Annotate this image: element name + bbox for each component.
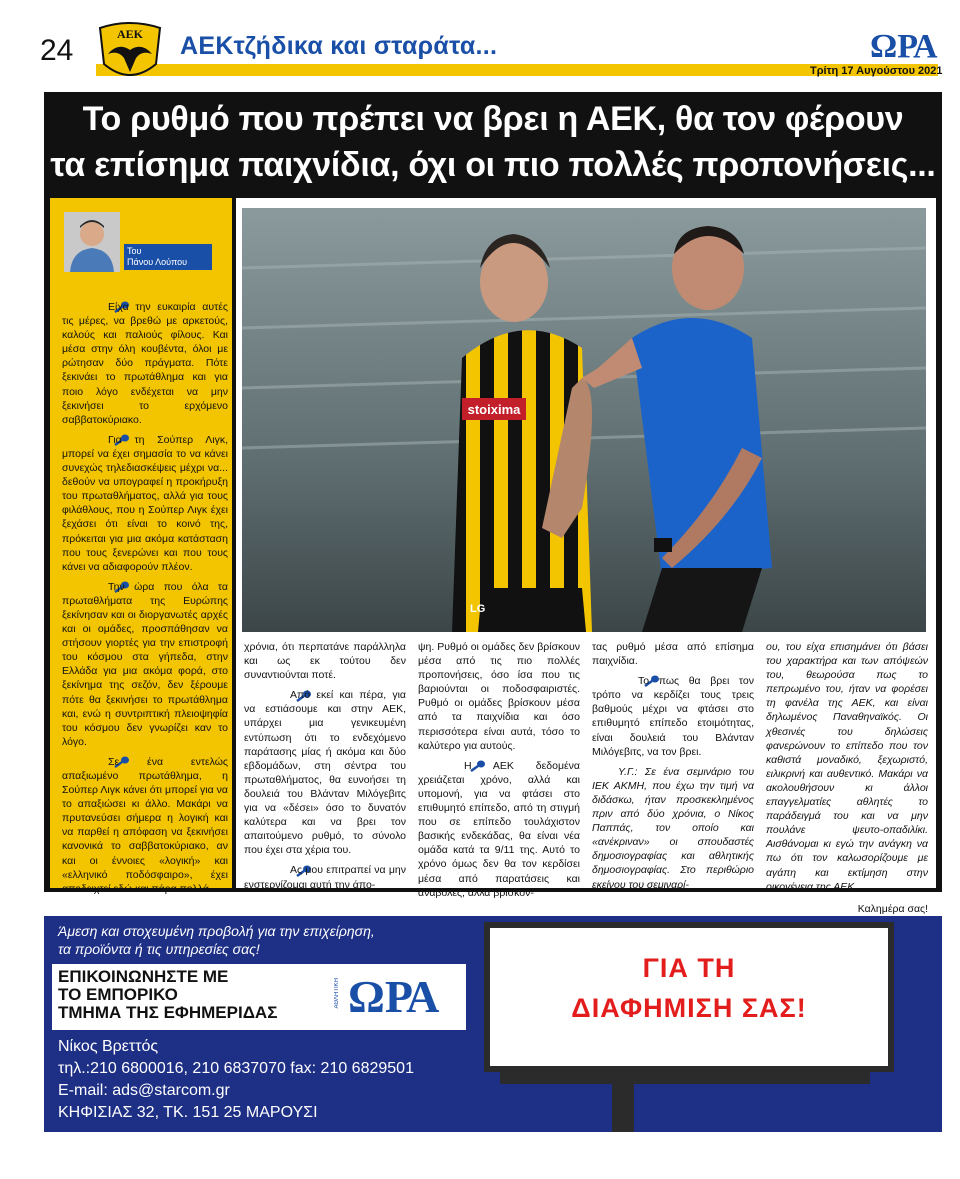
ad-details <box>58 1036 414 1124</box>
jersey-sponsor: stoixima <box>467 402 521 417</box>
aek-logo <box>96 20 164 84</box>
billboard-rail <box>500 1066 870 1084</box>
author-photo <box>64 212 120 272</box>
paragraph: Ας μου επιτραπεί να μην ενστερνίζομαι αυτή την άπο- <box>244 864 406 891</box>
ad-contact-name: Νίκος Βρεττός <box>58 1038 159 1055</box>
paragraph: Είχα την ευκαιρία αυτές τις μέρες, να βρεθώ με αρκετούς, καλούς και παλιούς φίλους. Και μέσα στην όλη κουβέντα, όλοι με ρώτησαν δύο πράγματα. Πότε ξεκινάει το πρωτάθλημα και για ποιο λόγο ενδέχεται να μην ξεκινήσει το ερχόμενο σαββατοκύριακο. <box>62 301 228 426</box>
microphone-icon <box>444 760 460 772</box>
microphone-icon <box>270 690 286 702</box>
billboard-post <box>612 1084 634 1132</box>
ad-phone: τηλ.:210 6800016, 210 6837070 fax: 210 6829501 <box>58 1060 414 1077</box>
article-photo <box>242 208 926 632</box>
text-column-5 <box>766 640 928 922</box>
page-number: 24 <box>40 34 74 67</box>
text-column-1 <box>62 300 228 902</box>
microphone-icon <box>270 865 286 877</box>
billboard-line-2: ΔΙΑΦΗΜΙΣΗ ΣΑΣ! <box>571 993 807 1023</box>
newspaper-brand: ΩΡΑ <box>870 28 938 65</box>
paragraph: Σε ένα εντελώς απαξιωμένο πρωτάθλημα, η Σούπερ Λιγκ κάνει ότι μπορεί για να το απαξιώσει κι άλλο. Μακάρι να πρυτανεύσει σήμερα η λογική και να παρθεί η απόφαση να ξεκινήσει κανονικά το σαββατοκύριακο, αν και οι έννοιες «λογική» και «ελληνικό ποδόσφαιρο», έχει αποδειχτεί εδώ και πάρα πολλά <box>62 755 228 895</box>
shorts-badge: LG <box>470 603 486 615</box>
microphone-icon <box>88 581 104 593</box>
ad-contact-text <box>58 968 277 1022</box>
paragraph: ψη. Ρυθμό οι ομάδες δεν βρίσκουν μέσα από τις πιο πολλές προπονήσεις, όσο ίσα που τις βαριούνται οι ποδοσφαιριστές. Ρυθμό οι ομάδες βρίσκουν μέσα από τα παιχνίδια και όσο περισσότερα είναι αυτά, τόσο το καλύτερο για αυτούς. <box>418 641 580 752</box>
billboard-line-1: ΓΙΑ ΤΗ <box>642 953 736 983</box>
ad-contact-line-2: ΤΟ ΕΜΠΟΡΙΚΟ <box>58 985 178 1004</box>
byline-name: Πάνου Λούπου <box>127 257 188 267</box>
billboard-message <box>490 948 888 1028</box>
microphone-icon <box>88 756 104 768</box>
text-column-2 <box>244 640 406 898</box>
text-column-3 <box>418 640 580 906</box>
sign-off: Καλημέρα σας! <box>857 902 928 915</box>
article-headline <box>44 96 942 188</box>
microphone-icon <box>88 301 104 313</box>
paragraph: Η ΑΕΚ δεδομένα χρειάζεται χρόνο, αλλά και υπομονή, για να φτάσει στο επιθυμητό επίπεδο, από τη στιγμή που σε επίπεδο τουλάχιστον βασικής ενδεκάδας, θα είναι νέα ομάδα κατά τα 9/11 της. Αυτό το χρόνο όμως δεν θα τον κερδίσει μέσα από παρατάσεις και αναβολές, αλλά βρίσκον- <box>418 759 580 899</box>
ad-contact-line-3: ΤΜΗΜΑ ΤΗΣ ΕΦΗΜΕΡΙΔΑΣ <box>58 1003 278 1022</box>
headline-line-2: τα επίσημα παιχνίδια, όχι οι πιο πολλές προπονήσεις... <box>50 146 936 184</box>
paragraph-postscript: Υ.Γ.: Σε ένα σεμινάριο του ΙΕΚ ΑΚΜΗ, που έχω την τιμή να διδάσκω, ήταν προσκεκλημένος πριν από δύο χρόνια, ο Νίκος Παππάς, τον οποίο και «ανέκριναν» οι σπουδαστές δημοσιογραφίας και αθλητικής δημοσιογραφίας. Στο περιθώριο εκείνου του σεμιναρί- <box>592 765 754 891</box>
paragraph: τας ρυθμό μέσα από επίσημα παιχνίδια. <box>592 641 754 668</box>
section-title: ΑΕΚτζήδικα και σταράτα... <box>180 32 498 60</box>
text-column-4 <box>592 640 754 898</box>
logo-lettering: ΑΕΚ <box>116 27 144 41</box>
byline-prefix: Του <box>127 246 142 256</box>
paragraph: ου, του είχα επισημάνει ότι βάσει του χαρακτήρα και των απόψεών του, θεωρούσα πως το πεπρωμένο του, ήταν να φορέσει τη φανέλα της ΑΕΚ, και είναι δηλωμένος Παναθηναϊκός. Οι χθεσινές του δηλώσεις φανερώνουν το επίπεδο που τον καθιστά μοναδικό, ξεχωριστό, ειλικρινή και αυθεντικό. Μακάρι να ακολουθήσουν κι άλλοι επαγγελματίες αθλητές το παράδειγμά του και να μην πουλάνε ψευτο-οπαδιλίκι. Αισθάνομαι κι εγώ την ανάγκη να πω ότι τον καλωσορίζουμε με αγάπη και εκτίμηση στην οικογένεια της ΑΕΚ. <box>766 641 928 893</box>
paragraph: χρόνια, ότι περπατάνε παράλληλα και ως εκ τούτου δεν συναντιούνται ποτέ. <box>244 641 406 682</box>
paragraph: Την ώρα που όλα τα πρωταθλήματα της Ευρώπης ξεκίνησαν και οι διοργανωτές αρχές και οι ομάδες, προσπάθησαν να στήσουν γιορτές για την επιστροφή του κόσμου στα γήπεδα, στην Ελλάδα για μια ακόμα φορά, στο ξεκίνημα της σεζόν, δεν ξέρουμε πότε θα ξεκινήσει το πρωτάθλημα και, ενώ η συντριπτική πλειοψηφία του κόσμου δεν γνωρίζει καν το λόγο. <box>62 580 228 748</box>
ad-brand-side-label: ΑΘΛΗΤΙΚΗ <box>334 978 340 1009</box>
ad-tagline <box>58 922 458 958</box>
paragraph: Από εκεί και πέρα, για να εστιάσουμε και στην ΑΕΚ, υπάρχει μια γενικευμένη εντύπωση ότι το ενδεχόμενο παράτασης μίας ή ακόμα και δύο εβδομάδων, στη σέντρα του πρωταθλήματος, θα ευνοήσει τη δουλειά του Βλάνταν Μιλόγεβιτς για να «δέσει» όσο το δυνατόν καλύτερα και να βρει τον απαιτούμενο ρυθμό, το σύνολο που έχει στα χέρια του. <box>244 689 406 857</box>
ad-address: ΚΗΦΙΣΙΑΣ 32, ΤΚ. 151 25 ΜΑΡΟΥΣΙ <box>58 1104 318 1121</box>
author-byline <box>124 244 212 270</box>
issue-date: Τρίτη 17 Αυγούστου 2021 <box>810 65 943 77</box>
paragraph: Για τη Σούπερ Λιγκ, μπορεί να έχει σημασία το να κάνει συνεχώς τηλεδιασκέψεις μέχρι να... δεθούν να υπογραφεί η προκήρυξη του πρωταθλήματος, αλλά για τους φιλάθλους, που η Σούπερ Λιγκ έχει ξεχάσει ότι είναι το κοινό της, πρόκειται για μια ακόμα κατάσταση που τους ξενερώνει και που τους κάνει να αδιαφορούν πλέον. <box>62 433 228 573</box>
ad-email[interactable]: E-mail: ads@starcom.gr <box>58 1082 230 1099</box>
headline-line-1: Το ρυθμό που πρέπει να βρει η ΑΕΚ, θα τον φέρουν <box>82 100 904 138</box>
microphone-icon <box>618 675 634 687</box>
ad-brand-logo: ΩΡΑ <box>348 971 440 1022</box>
ad-contact-line-1: ΕΠΙΚΟΙΝΩΝΗΣΤΕ ΜΕ <box>58 967 229 986</box>
ad-tagline-line-2: τα προϊόντα ή τις υπηρεσίες σας! <box>58 941 260 957</box>
ad-tagline-line-1: Άμεση και στοχευμένη προβολή για την επιχείρηση, <box>58 923 375 939</box>
microphone-icon <box>88 434 104 446</box>
paragraph: Το πως θα βρει τον τρόπο να κερδίζει τους τρεις βαθμούς μέχρι να φτάσει στο επιθυμητό επίπεδο ετοιμότητας, είναι δουλειά του Βλάνταν Μιλόγεβιτς, να τον βρει. <box>592 675 754 758</box>
